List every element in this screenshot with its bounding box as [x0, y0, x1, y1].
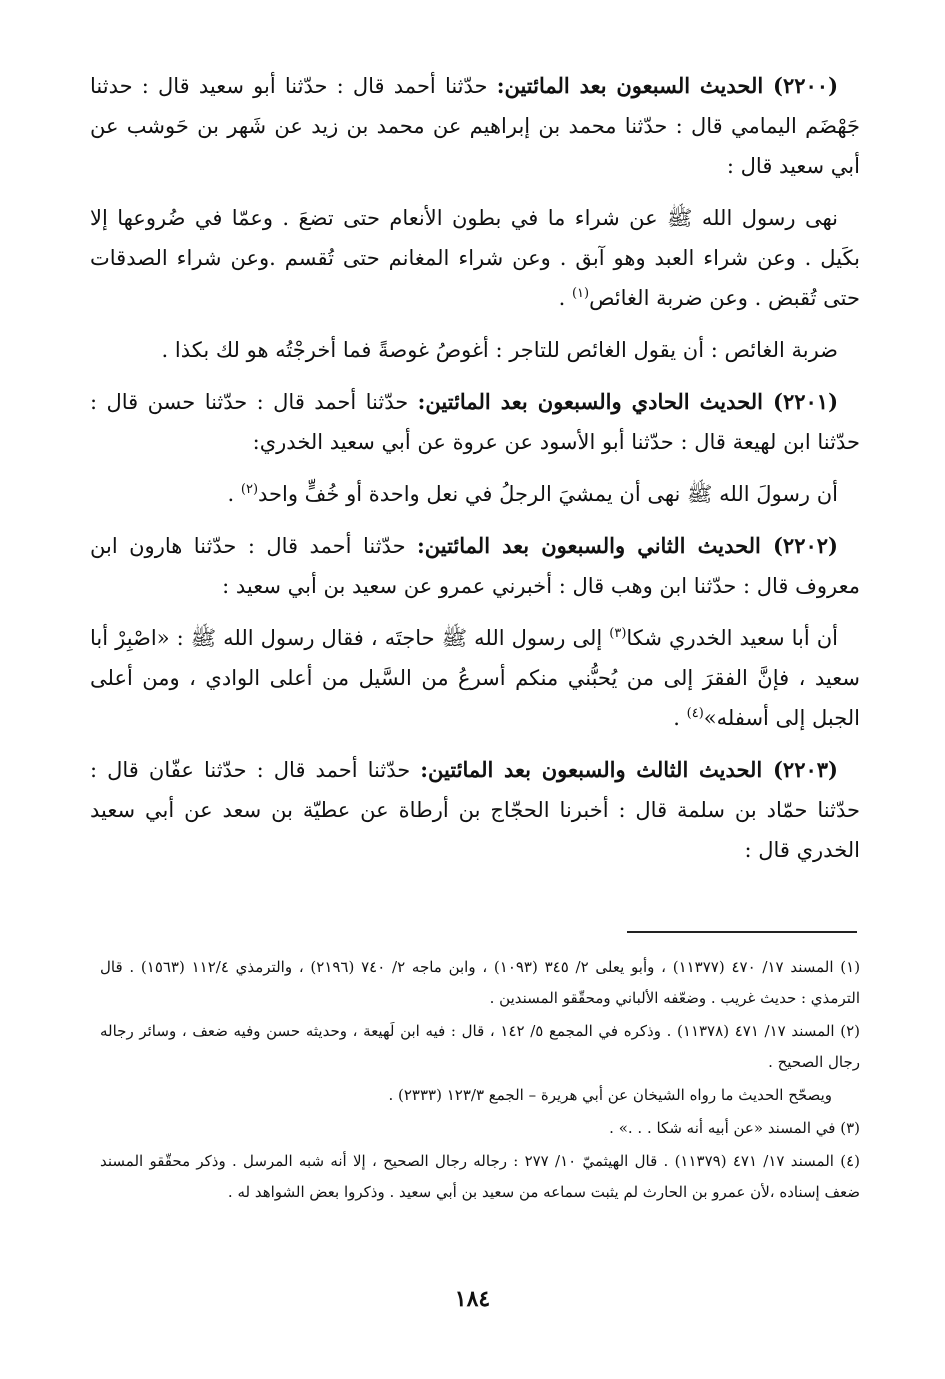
footnote-1: (١) المسند ١٧/ ٤٧٠ (١١٣٧٧) ، وأبو يعلى ٢/ ٣٤٥ (١٠٩٣) ، وابن ماجه ٢/ ٧٤٠ (٢١٩٦) ، والترمذي ١١٢/٤ (١٥٦٣) . قال الترمذي : حديث غريب . وضعّفه الألباني ومحقّقو المسندين . — [100, 958, 861, 1007]
hadith-2202-matn — [90, 618, 860, 738]
footnote-separator — [627, 931, 857, 933]
punctuation: . — [673, 706, 687, 730]
footnote-marker: (٢) — [240, 482, 259, 497]
footnote-4: (٤) المسند ١٧/ ٤٧١ (١١٣٧٩) . قال الهيثميّ ١٠/ ٢٧٧ : رجاله رجال الصحيح ، إلا أنه شبه المرسل . وذكر محقّقو المسند ضعف إسناده ،لأن عمرو بن الحارث لم يثبت سماعه من سعيد بن أبي سعيد . وذكروا بعض الشواهد له . — [100, 1152, 860, 1201]
punctuation: . — [558, 286, 572, 310]
explanation-text: ضربة الغائص : أن يقول الغائص للتاجر : أغوصُ غوصةً فما أخرجْتُه هو لك بكذا . — [161, 338, 838, 362]
footnote-2: (٢) المسند ١٧/ ٤٧١ (١١٣٧٨) . وذكره في المجمع ٥/ ١٤٢ ، قال : فيه ابن لَهيعة ، وحديثه حسن وفيه ضعف ، وسائر رجاله رجال الصحيح . — [100, 1022, 860, 1071]
isnad-text: حدّثنا أحمد قال : حدّثنا حسن قال : حدّثنا ابن لهيعة قال : حدّثنا أبو الأسود عن عروة عن أبي سعيد الخدري: — [90, 390, 860, 454]
hadith-2201-isnad — [90, 382, 860, 462]
hadith-2201-matn — [90, 474, 860, 514]
footnote-marker: (٤) — [686, 706, 704, 721]
footnote-marker: (٣) — [609, 626, 627, 641]
matn-text: أن رسولَ الله ﷺ نهى أن يمشيَ الرجلُ في نعل واحدة أو خُفٍّ واحد — [258, 482, 838, 506]
hadith-2200-matn — [90, 198, 860, 318]
footnote-2-continuation: ويصحّح الحديث ما رواه الشيخان عن أبي هريرة – الجمع ١٢٣/٣ (٢٣٣٣) . — [388, 1086, 832, 1104]
isnad-text: حدّثنا أحمد قال : حدّثنا هارون ابن معروف قال : حدّثنا ابن وهب قال : أخبرني عمرو عن سعيد بن أبي سعيد : — [90, 534, 860, 598]
isnad-text: حدّثنا أحمد قال : حدّثنا عفّان قال : حدّثنا حمّاد بن سلمة قال : أخبرنا الحجّاج بن أرطاة عن عطيّة بن سعد عن أبي سعيد الخدري قال : — [90, 758, 860, 862]
matn-text: أن أبا سعيد الخدري شكا — [626, 626, 838, 650]
footnotes — [100, 952, 860, 1210]
punctuation: . — [227, 482, 241, 506]
footnote-3: (٣) في المسند «عن أبيه أنه شكا . . .» . — [609, 1119, 860, 1137]
isnad-text: حدّثنا أحمد قال : حدّثنا أبو سعيد قال : حدثنا جَهْضَم اليمامي قال : حدّثنا محمد بن إبراهيم عن محمد بن زيد عن شَهر بن حَوشب عن أبي سعيد قال : — [90, 74, 860, 178]
main-text — [90, 66, 860, 882]
hadith-heading: (٢٢٠٠) الحديث السبعون بعد المائتين: — [496, 73, 838, 98]
hadith-2203-isnad — [90, 750, 860, 870]
matn-text: إلى رسول الله ﷺ حاجتَه ، فقال رسول الله ﷺ : «اصْبِرْ أبا سعيد ، فإنَّ الفقرَ إلى من يُحبُّني منكم أسرعُ من السَّيل من أعلى الوادي ، ومن أعلى الجبل إلى أسفله» — [90, 626, 860, 730]
hadith-2202-isnad — [90, 526, 860, 606]
page-number: ١٨٤ — [454, 1286, 491, 1312]
hadith-heading: (٢٢٠٣) الحديث الثالث والسبعون بعد المائتين: — [420, 757, 838, 782]
matn-text: نهى رسول الله ﷺ عن شراء ما في بطون الأنعام حتى تضعَ . وعمّا في ضُروعها إلا بكَيل . وعن شراء العبد وهو آبق . وعن شراء المغانم حتى تُقسم .وعن شراء الصدقات حتى تُقبض . وعن ضربة الغائص — [90, 206, 860, 310]
hadith-heading: (٢٢٠١) الحديث الحادي والسبعون بعد المائتين: — [417, 389, 838, 414]
footnote-marker: (١) — [571, 286, 590, 301]
hadith-heading: (٢٢٠٢) الحديث الثاني والسبعون بعد المائتين: — [417, 533, 838, 558]
hadith-2200-explanation — [90, 330, 860, 370]
hadith-2200-isnad — [90, 66, 860, 186]
